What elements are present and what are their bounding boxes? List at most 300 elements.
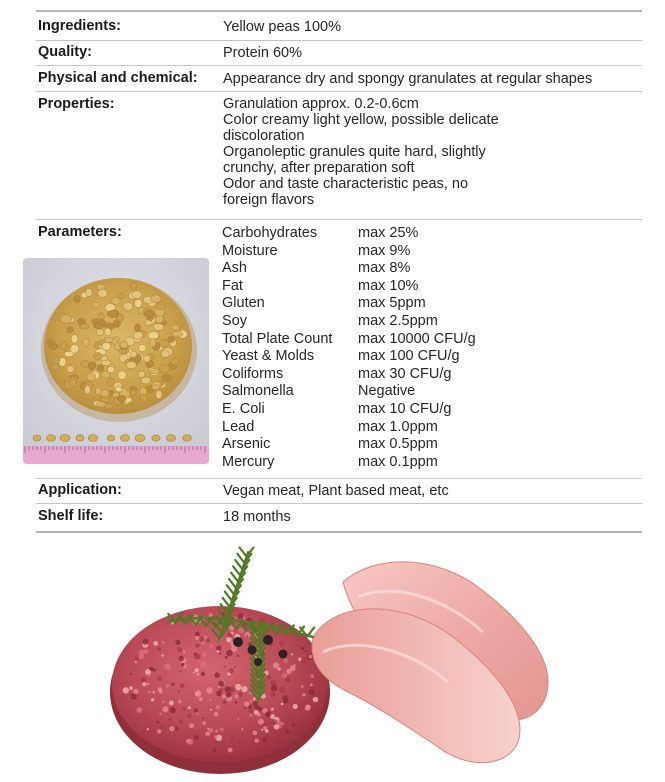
patty-speck [302,693,305,696]
parameter-value: max 10000 CFU/g [358,330,476,347]
granule [133,332,143,340]
patty-speck [175,640,180,645]
parameters-label: Parameters: [38,224,122,240]
granule [87,373,96,381]
granule [139,345,147,352]
patty-speck [216,645,222,651]
patty-speck [305,650,307,652]
granule [132,291,142,299]
granule [126,361,136,369]
granule [141,377,150,384]
patty-speck [273,662,279,668]
physical-chemical-label: Physical and chemical: [38,70,198,86]
granule [67,366,74,373]
patty-speck [286,669,292,675]
granule [123,302,133,310]
patty-speck [250,700,253,703]
granule [150,339,156,347]
patty-speck [214,735,217,738]
patty-speck [195,643,199,647]
patty-speck [228,668,233,673]
patty-speck [241,728,243,730]
granule [135,324,141,332]
granule [153,324,163,331]
patty-speck [249,709,253,713]
patty-speck [161,641,165,645]
patty-speck [138,708,141,711]
rosemary-leaf [235,560,242,569]
parameter-name: E. Coli [222,400,265,417]
patty-speck [253,698,256,701]
patty-speck [271,708,274,711]
parameter-row [222,401,476,419]
product-granules-photo [23,258,209,464]
granule [119,349,129,354]
patty-speck [262,737,267,742]
parameter-name: Mercury [222,453,275,470]
granule [96,329,103,336]
patty-speck [271,685,277,691]
patty-speck [160,724,164,728]
divider [36,40,642,41]
rosemary-leaf [233,566,240,575]
patty-speck [162,701,164,703]
patty-speck [282,673,288,679]
parameter-row [222,260,476,278]
granule [112,392,119,397]
patty-speck [209,699,212,702]
parameter-name: Moisture [222,242,278,259]
patty-speck [215,730,218,733]
patty-speck [180,670,182,672]
patty-speck [139,654,145,660]
granule [104,337,113,343]
granule [100,390,109,397]
rosemary-leaf [240,548,247,557]
patty-speck [294,664,296,666]
patty-speck [219,688,224,693]
granule [161,350,169,357]
granule [97,284,106,290]
granule [70,344,78,353]
granule [88,362,96,371]
parameter-name: Lead [222,418,255,435]
granule [48,339,54,346]
patty-speck [168,725,170,727]
parameter-row [222,419,476,437]
patty-speck [180,683,185,688]
patty-speck [310,675,314,679]
properties-list [223,96,643,208]
patty-speck [228,748,233,753]
patty-speck [194,735,199,740]
granule [85,288,92,296]
parameter-value: max 9% [358,242,411,259]
granule [93,323,104,329]
patty-speck [148,691,150,693]
granule [61,341,68,350]
ingredients-value: Yellow peas 100% [223,19,341,35]
patty-speck [246,635,249,638]
divider-bottom [36,531,642,533]
granule [168,336,175,342]
patty-speck [226,692,232,698]
rosemary-leaf [227,585,234,594]
granule [156,390,162,398]
patty-speck [159,713,162,716]
granule [120,341,128,348]
patty-speck [263,726,268,731]
granule [157,302,165,310]
patty-speck [258,719,264,725]
patty-speck [200,661,206,667]
parameter-name: Salmonella [222,383,294,400]
parameter-value: max 10% [358,277,419,294]
patty-speck [220,728,224,732]
patty-speck [284,659,288,663]
patty-speck [205,732,210,737]
patty-speck [231,737,233,739]
patty-speck [226,637,232,643]
parameter-row [222,225,476,243]
parameter-value: max 0.1ppm [358,453,438,470]
patty-speck [223,701,226,704]
patty-speck [288,727,292,731]
patty-speck [278,668,281,671]
quality-label: Quality: [38,44,92,60]
properties-line: Odor and taste characteristic peas, no [223,176,469,192]
patty-speck [214,712,219,717]
granule [92,302,99,308]
granule [172,331,183,337]
granule [150,369,160,374]
granules-illustration [23,258,209,464]
patty-speck [231,646,237,652]
parameter-name: Fat [222,277,243,294]
granule [135,299,142,307]
parameter-value: max 5ppm [358,295,426,312]
patty-speck [222,694,226,698]
patty-speck [130,673,132,675]
patty-speck [216,705,221,710]
patty-speck [213,749,217,753]
patty-speck [183,650,186,653]
patty-speck [177,647,182,652]
parameter-row [222,454,476,472]
patty-speck [301,658,306,663]
granule [83,338,90,346]
properties-line: Organoleptic granules quite hard, slightly [223,144,486,160]
granule [102,342,111,350]
patty-speck [135,656,139,660]
patty-speck [234,666,236,668]
application-value: Vegan meat, Plant based meat, etc [223,483,449,499]
patty-speck [195,636,199,640]
properties-label: Properties: [38,96,115,112]
patty-speck [210,644,214,648]
patty-speck [301,647,304,650]
parameter-row [222,436,476,454]
patty-speck [170,707,176,713]
patty-speck [306,705,311,710]
patty-speck [156,721,159,724]
patty-speck [206,687,212,693]
patty-speck [194,652,197,655]
rosemary-leaf [307,627,314,636]
patty-speck [199,697,203,701]
patty-speck [210,709,212,711]
patty-speck [188,706,191,709]
granule [155,315,164,323]
granule [152,385,160,390]
patty-speck [235,701,238,704]
patty-speck [178,700,181,703]
parameter-name: Yeast & Molds [222,348,315,365]
ingredients-label: Ingredients: [38,18,121,34]
patty-speck [175,727,179,731]
patty-speck [244,706,247,709]
granule [61,315,72,324]
patty-speck [168,718,171,721]
divider-top [36,10,642,12]
properties-line: Granulation approx. 0.2-0.6cm [223,96,419,112]
physical-chemical-value: Appearance dry and spongy granulates at regular shapes [223,71,593,87]
granule [80,324,89,329]
patty-speck [309,689,315,695]
patty-speck [195,668,199,672]
patty-speck [141,677,146,682]
patty-speck [133,689,138,694]
parameter-value: max 30 CFU/g [358,365,452,382]
meat-illustration [108,542,578,777]
patty-speck [237,655,239,657]
parameter-value: Negative [358,383,416,400]
patty-speck [165,664,171,670]
patty-speck [188,739,194,745]
patty-speck [129,686,133,690]
patty-speck [194,708,198,712]
patty-speck [151,698,154,701]
granule [98,290,108,298]
patty-speck [261,729,263,731]
patty-speck [196,673,199,676]
patty-speck [235,684,241,690]
granule [115,386,121,391]
patty-speck [131,693,137,699]
patty-speck [179,656,184,661]
patty-speck [149,667,153,671]
properties-line: foreign flavors [223,192,315,208]
patty-speck [293,704,298,709]
parameter-name: Carbohydrates [222,225,318,241]
parameter-value: max 100 CFU/g [358,348,460,365]
patty-speck [225,656,228,659]
parameter-value: max 25% [358,225,419,241]
granule [112,297,121,304]
granule [151,295,161,303]
patty-speck [142,639,148,645]
patty-speck [299,703,305,709]
patty-speck [235,617,237,619]
patty-speck [267,675,272,680]
patty-speck [257,713,261,717]
parameter-name: Coliforms [222,365,284,382]
granule [130,351,137,357]
patty-speck [309,655,313,659]
patty-speck [238,614,244,620]
patty-speck [291,653,293,655]
patty-speck [249,714,252,717]
granule [159,340,169,347]
patty-speck [161,654,164,657]
patty-speck [178,690,180,692]
granule [101,397,110,402]
patty-speck [255,738,259,742]
patty-speck [153,641,158,646]
granule [97,365,105,372]
parameter-value: max 0.5ppm [358,436,438,453]
granule [144,310,154,317]
patty-speck [214,672,220,678]
granule [130,390,137,396]
patty-speck [123,687,129,693]
parameter-value: max 10 CFU/g [358,400,452,417]
divider [36,503,642,504]
patty-speck [272,719,278,725]
granule [105,328,111,335]
patty-speck [148,674,151,677]
patty-speck [253,730,258,735]
parameter-row [222,295,476,313]
patty-speck [201,672,205,676]
rosemary-leaf [229,579,236,588]
patty-speck [195,690,201,696]
granule [159,364,169,373]
patty-speck [159,690,163,694]
granule [108,367,115,373]
patty-speck [215,741,219,745]
parameter-name: Arsenic [222,436,271,453]
patty-speck [283,698,289,704]
parameter-name: Ash [222,260,247,277]
patty-speck [265,711,271,717]
parameter-name: Total Plate Count [222,330,333,347]
patty-speck [142,682,146,686]
patty-speck [279,641,284,646]
parameters-table [222,225,476,471]
patty-speck [196,712,199,715]
parameter-row [222,331,476,349]
granule [84,385,90,394]
rosemary-leaf [225,592,232,601]
patty-speck [292,723,296,727]
patty-speck [218,681,224,687]
patty-speck [313,697,319,703]
granule [105,403,113,409]
patty-speck [224,666,226,668]
granule [131,283,138,290]
patty-speck [182,707,186,711]
patty-speck [208,728,213,733]
patty-speck [187,714,191,718]
rosemary-leaf [231,573,238,582]
granule [74,295,80,303]
patty-speck [244,701,249,706]
patty-speck [301,685,304,688]
patty-speck [202,641,205,644]
patty-speck [227,633,232,638]
patty-speck [226,650,232,656]
patty-speck [241,686,247,692]
patty-speck [153,692,155,694]
parameter-row [222,348,476,366]
properties-line: Color creamy light yellow, possible delicate [223,112,499,128]
patty-speck [248,705,252,709]
parameter-row [222,243,476,261]
parameter-value: max 8% [358,260,411,277]
patty-speck [202,652,207,657]
parameter-value: max 2.5ppm [358,312,438,329]
patty-speck [179,720,183,724]
granule [52,364,59,371]
patty-speck [157,729,161,733]
patty-speck [200,746,204,750]
granule [53,357,60,364]
granule [162,375,173,382]
patty-speck [169,726,174,731]
patty-speck [147,683,150,686]
granule [171,325,179,330]
patty-speck [169,701,174,706]
patty-speck [181,663,185,667]
granule [96,402,106,407]
divider [36,91,642,92]
patty-speck [207,728,209,730]
patty-speck [238,628,244,634]
patty-speck [203,721,206,724]
patty-speck [207,639,210,642]
granule [107,378,114,386]
patty-speck [166,686,169,689]
application-label: Application: [38,482,122,498]
patty-speck [135,661,138,664]
parameter-row [222,366,476,384]
patty-speck [162,706,168,712]
parameter-name: Gluten [222,295,265,312]
parameter-name: Soy [222,312,247,329]
patty-speck [157,676,161,680]
granule [67,327,74,334]
patty-speck [171,683,174,686]
granule [138,371,145,377]
patty-speck [193,672,195,674]
granule [140,394,147,402]
shelf-life-value: 18 months [223,509,291,525]
patty-speck [225,686,231,692]
parameter-value: max 1.0ppm [358,418,438,435]
properties-line: discoloration [223,128,305,144]
divider [36,219,642,220]
granule [94,352,103,360]
patty-speck [281,703,284,706]
patty-speck [279,686,285,692]
patty-speck [271,741,275,745]
patty-speck [270,692,275,697]
granule [144,355,151,362]
patty-speck [235,694,239,698]
divider [36,478,642,479]
patty-speck [297,695,300,698]
